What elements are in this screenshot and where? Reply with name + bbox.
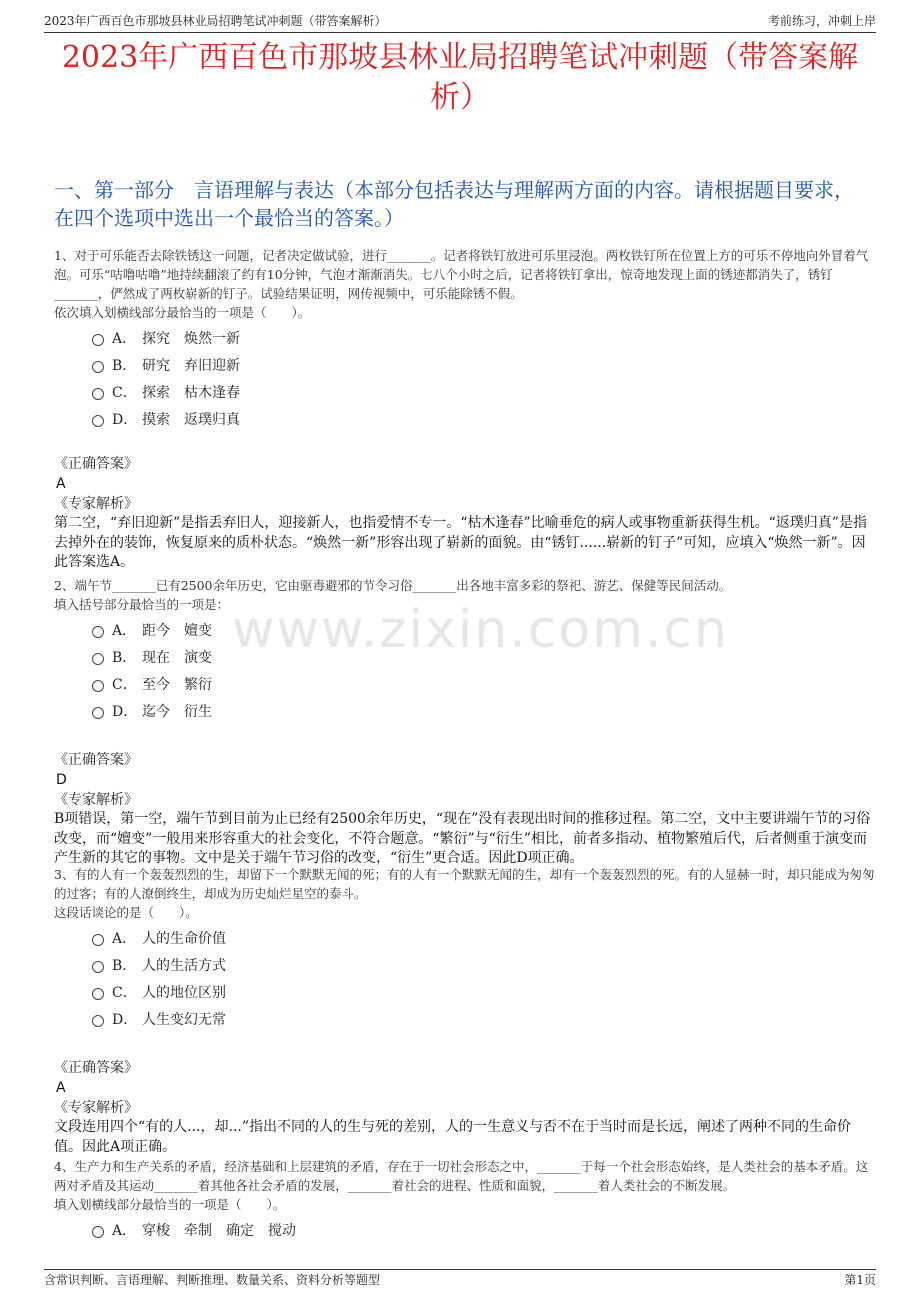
answer-value: A [56,1080,66,1096]
analysis-label: 《专家解析》 [54,792,138,808]
answer-label: 《正确答案》 [54,456,138,472]
analysis-text: 文段连用四个“有的人...，却...”指出不同的人的生与死的差别，人的一生意义与否不在于当时而是长远，阐述了两种不同的生命价值。因此A项正确。 [54,1119,852,1155]
question-2 [54,576,876,869]
radio-icon[interactable] [92,1015,104,1027]
radio-icon[interactable] [92,334,104,346]
option-word-2: 牵制 [184,1223,212,1239]
option-letter: D． [112,704,138,720]
section-heading: 一、第一部分 言语理解与表达（本部分包括表达与理解两方面的内容。请根据题目要求，在四个选项中选出一个最恰当的答案。） [54,178,854,230]
radio-icon[interactable] [92,1226,104,1238]
option-word-1: 探究 [142,331,170,347]
header-slogan: 考前练习，冲刺上岸 [767,14,876,28]
radio-icon[interactable] [92,934,104,946]
option-b[interactable] [92,953,876,980]
question-stem: 3、有的人有一个轰轰烈烈的生，却留下一个默默无闻的死；有的人有一个默默无闻的生，却有一个轰轰烈烈的死。有的人显赫一时，却只能成为匆匆的过客；有的人潦倒终生，却成为历史灿烂星空的泰斗。 [54,867,875,901]
option-letter: A． [112,931,137,947]
question-stem: 1、对于可乐能否去除铁锈这一问题，记者决定做试验，进行_______。记者将铁钉放进可乐里浸泡。两枚铁钉所在位置上方的可乐不停地向外冒着气泡。可乐“咕噜咕噜”地持续翻滚了约有10分钟，气泡才渐渐消失。七八个小时之后，记者将铁钉拿出，惊奇地发现上面的锈迹都消失了，锈钉_______，俨然成了两枚崭新的钉子。试验结果证明，网传视频中，可乐能除锈不假。 [54,248,869,301]
answer-value: A [56,476,66,492]
option-text: 人的生命价值 [142,931,226,947]
option-word-1: 至今 [142,677,170,693]
options-list [92,1218,876,1245]
page-header [44,10,876,33]
document-title: 2023年广西百色市那坡县林业局招聘笔试冲刺题（带答案解析） [61,40,859,115]
option-a[interactable] [92,926,876,953]
option-a[interactable] [92,1218,876,1245]
option-c[interactable] [92,980,876,1007]
option-word-2: 返璞归真 [184,412,240,428]
option-word-1: 探索 [142,385,170,401]
option-text: 人的生活方式 [142,958,226,974]
option-word-1: 穿梭 [142,1223,170,1239]
radio-icon[interactable] [92,961,104,973]
analysis-label: 《专家解析》 [54,1100,138,1116]
question-prompt: 依次填入划横线部分最恰当的一项是（ ）。 [54,305,311,320]
option-letter: A． [112,623,137,639]
analysis-label: 《专家解析》 [54,496,138,512]
header-doc-title: 2023年广西百色市那坡县林业局招聘笔试冲刺题（带答案解析） [44,14,387,28]
option-letter: D． [112,412,138,428]
answer-label: 《正确答案》 [54,1060,138,1076]
option-word-3: 确定 [226,1223,254,1239]
option-word-1: 距今 [142,623,170,639]
question-prompt: 填入括号部分最恰当的一项是： [54,597,230,612]
radio-icon[interactable] [92,680,104,692]
radio-icon[interactable] [92,653,104,665]
option-text: 人生变幻无常 [142,1012,226,1028]
question-3 [54,865,876,1157]
radio-icon[interactable] [92,415,104,427]
radio-icon[interactable] [92,988,104,1000]
footer-topics: 含常识判断、言语理解、判断推理、数量关系、资料分析等题型 [44,1273,381,1287]
option-letter: C． [112,385,137,401]
option-b[interactable] [92,353,876,380]
option-c[interactable] [92,380,876,407]
radio-icon[interactable] [92,626,104,638]
options-list [92,926,876,1034]
option-word-1: 摸索 [142,412,170,428]
option-word-1: 现在 [142,650,170,666]
option-word-1: 研究 [142,358,170,374]
question-prompt: 这段话谈论的是（ ）。 [54,905,198,920]
option-letter: B． [112,358,137,374]
option-letter: A． [112,1223,137,1239]
option-letter: A． [112,331,137,347]
answer-label: 《正确答案》 [54,752,138,768]
radio-icon[interactable] [92,361,104,373]
option-b[interactable] [92,645,876,672]
option-letter: B． [112,650,137,666]
question-4 [54,1157,876,1245]
option-word-2: 衍生 [184,704,212,720]
answer-value: D [56,772,67,788]
option-letter: D． [112,1012,138,1028]
radio-icon[interactable] [92,707,104,719]
option-word-2: 繁衍 [184,677,212,693]
option-letter: C． [112,985,137,1001]
option-word-2: 弃旧迎新 [184,358,240,374]
option-d[interactable] [92,1007,876,1034]
radio-icon[interactable] [92,388,104,400]
option-word-2: 演变 [184,650,212,666]
watermark: www.zixin.com.cn [232,600,729,660]
option-a[interactable] [92,326,876,353]
page-number: 第1页 [844,1273,876,1287]
option-word-1: 迄今 [142,704,170,720]
option-letter: B． [112,958,137,974]
option-word-4: 搅动 [268,1223,296,1239]
option-text: 人的地位区别 [142,985,226,1001]
question-prompt: 填入划横线部分最恰当的一项是（ ）。 [54,1197,286,1212]
option-word-2: 焕然一新 [184,331,240,347]
question-stem: 2、端午节_______已有2500余年历史，它由驱毒避邪的节令习俗_______出各地丰富多彩的祭祀、游艺、保健等民间活动。 [54,578,732,593]
page-footer [44,1269,876,1290]
option-letter: C． [112,677,137,693]
analysis-text: B项错误，第一空，端午节到目前为止已经有2500余年历史，“现在”没有表现出时间的推移过程。第二空，文中主要讲端午节的习俗改变，而“嬗变”一般用来形容重大的社会变化，不符合题意。“繁衍”与“衍生”相比，前者多指动、植物繁殖后代，后者侧重于演变而产生新的其它的事物。文中是关于端午节习俗的改变，“衍生”更合适。因此D项正确。 [54,811,871,866]
option-word-2: 嬗变 [184,623,212,639]
option-a[interactable] [92,618,876,645]
question-1 [54,246,876,573]
question-stem: 4、生产力和生产关系的矛盾，经济基础和上层建筑的矛盾，存在于一切社会形态之中，_______于每一个社会形态始终，是人类社会的基本矛盾。这两对矛盾及其运动_______着其他各社会矛盾的发展，_______着社会的进程、性质和面貌，_______着人类社会的不断发展。 [54,1159,869,1193]
analysis-text: 第二空，“弃旧迎新”是指丢弃旧人，迎接新人，也指爱情不专一。“枯木逢春”比喻垂危的病人或事物重新获得生机。“返璞归真”是指去掉外在的装饰，恢复原来的质朴状态。“焕然一新”形容出现了崭新的面貌。由“锈钉......崭新的钉子”可知，应填入“焕然一新”。因此答案选A。 [54,515,867,570]
option-word-2: 枯木逢春 [184,385,240,401]
options-list [92,326,876,434]
option-d[interactable] [92,407,876,434]
option-c[interactable] [92,672,876,699]
options-list [92,618,876,726]
option-d[interactable] [92,699,876,726]
